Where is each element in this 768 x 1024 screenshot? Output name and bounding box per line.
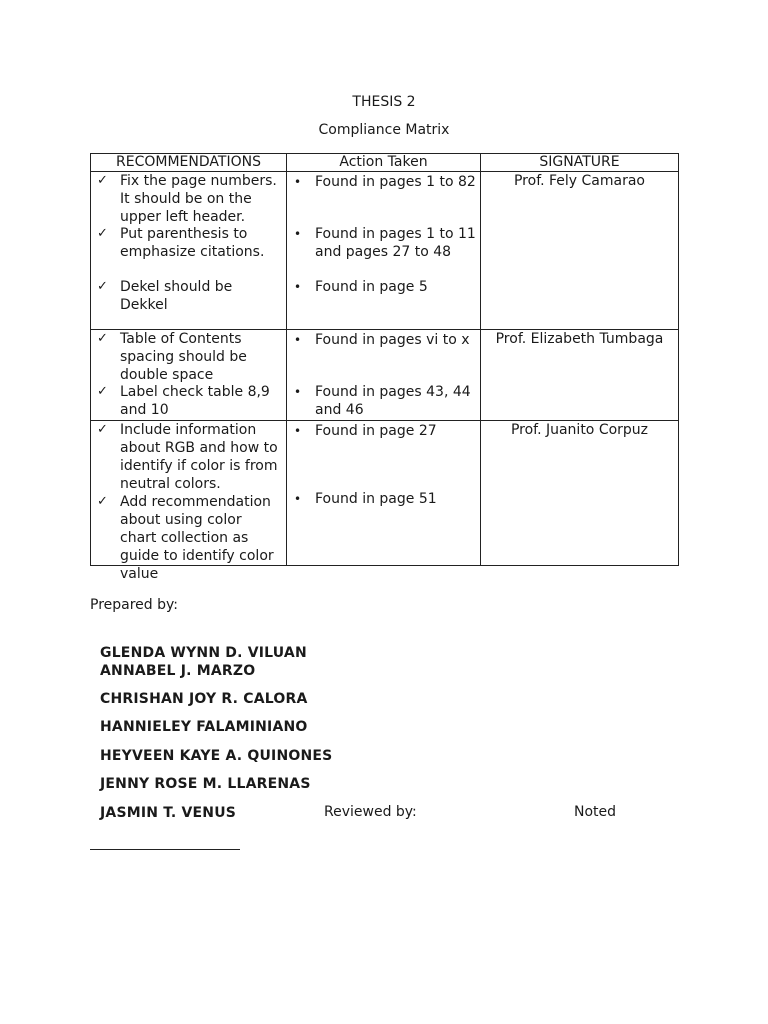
table-header-row (91, 154, 679, 172)
recommendation-item (91, 225, 286, 261)
action-text: Found in pages 1 to 11 and pages 27 to 48 (315, 226, 476, 260)
check-mark-icon: ✓ (97, 173, 108, 188)
recommendation-item (91, 172, 286, 226)
action-item (287, 383, 480, 419)
check-mark-icon: ✓ (97, 494, 108, 509)
preparer-name: HANNIELEY FALAMINIANO (100, 719, 308, 735)
bullet-icon: • (294, 280, 302, 294)
action-taken-cell (287, 330, 481, 421)
preparer-name: HEYVEEN KAYE A. QUINONES (100, 748, 333, 764)
recommendation-item (91, 493, 286, 583)
table-row (91, 330, 679, 421)
check-mark-icon: ✓ (97, 226, 108, 241)
check-mark-icon: ✓ (97, 279, 108, 294)
signature-cell: Prof. Elizabeth Tumbaga (481, 330, 679, 421)
reviewed-by-label: Reviewed by: (324, 804, 417, 820)
recommendation-item (91, 278, 286, 314)
action-taken-cell (287, 421, 481, 566)
preparer-name: JASMIN T. VENUS (100, 805, 237, 821)
action-text: Found in pages vi to x (315, 332, 470, 348)
preparer-name: GLENDA WYNN D. VILUAN (100, 645, 307, 661)
bullet-icon: • (294, 492, 302, 506)
signature-cell: Prof. Fely Camarao (481, 172, 679, 330)
recommendations-cell (91, 172, 287, 330)
recommendations-cell (91, 421, 287, 582)
check-mark-icon: ✓ (97, 331, 108, 346)
preparer-name: JENNY ROSE M. LLARENAS (100, 776, 311, 792)
recommendation-text: Fix the page numbers. It should be on the upper left header. (120, 173, 277, 225)
compliance-matrix-table (90, 153, 679, 582)
action-text: Found in page 51 (315, 491, 437, 507)
recommendation-text: Dekel should be Dekkel (120, 279, 233, 313)
bullet-icon: • (294, 424, 302, 438)
action-text: Found in pages 1 to 82 (315, 174, 476, 190)
recommendation-text: Label check table 8,9 and 10 (120, 384, 270, 418)
preparer-name: CHRISHAN JOY R. CALORA (100, 691, 308, 707)
header-signature: SIGNATURE (481, 154, 679, 172)
recommendation-text: Include information about RGB and how to identify if color is from neutral colors. (120, 422, 278, 492)
signature-line (90, 849, 240, 850)
action-item (287, 490, 480, 508)
bullet-icon: • (294, 385, 302, 399)
prepared-by-label: Prepared by: (90, 597, 178, 613)
check-mark-icon: ✓ (97, 384, 108, 399)
document-subtitle: Compliance Matrix (318, 122, 450, 138)
recommendation-item (91, 330, 286, 384)
bullet-icon: • (294, 175, 302, 189)
noted-label: Noted (574, 804, 617, 820)
check-mark-icon: ✓ (97, 422, 108, 437)
signature-cell: Prof. Juanito Corpuz (481, 421, 679, 566)
table-row (91, 421, 679, 566)
action-item (287, 225, 480, 261)
action-item (287, 422, 480, 440)
recommendation-item (91, 421, 286, 493)
recommendations-cell (91, 330, 287, 421)
action-text: Found in page 5 (315, 279, 428, 295)
action-item (287, 173, 480, 191)
table-row (91, 172, 679, 330)
action-item (287, 278, 480, 296)
document-title: THESIS 2 (352, 94, 416, 110)
header-recommendations: RECOMMENDATIONS (91, 154, 287, 172)
action-taken-cell (287, 172, 481, 330)
recommendation-item (91, 383, 286, 419)
action-item (287, 331, 480, 349)
bullet-icon: • (294, 333, 302, 347)
recommendation-text: Add recommendation about using color chart collection as guide to identify color value (120, 494, 274, 582)
preparer-name: ANNABEL J. MARZO (100, 663, 256, 679)
recommendation-text: Put parenthesis to emphasize citations. (120, 226, 265, 260)
bullet-icon: • (294, 227, 302, 241)
header-action-taken: Action Taken (287, 154, 481, 172)
action-text: Found in page 27 (315, 423, 437, 439)
action-text: Found in pages 43, 44 and 46 (315, 384, 471, 418)
recommendation-text: Table of Contents spacing should be double space (120, 331, 247, 383)
